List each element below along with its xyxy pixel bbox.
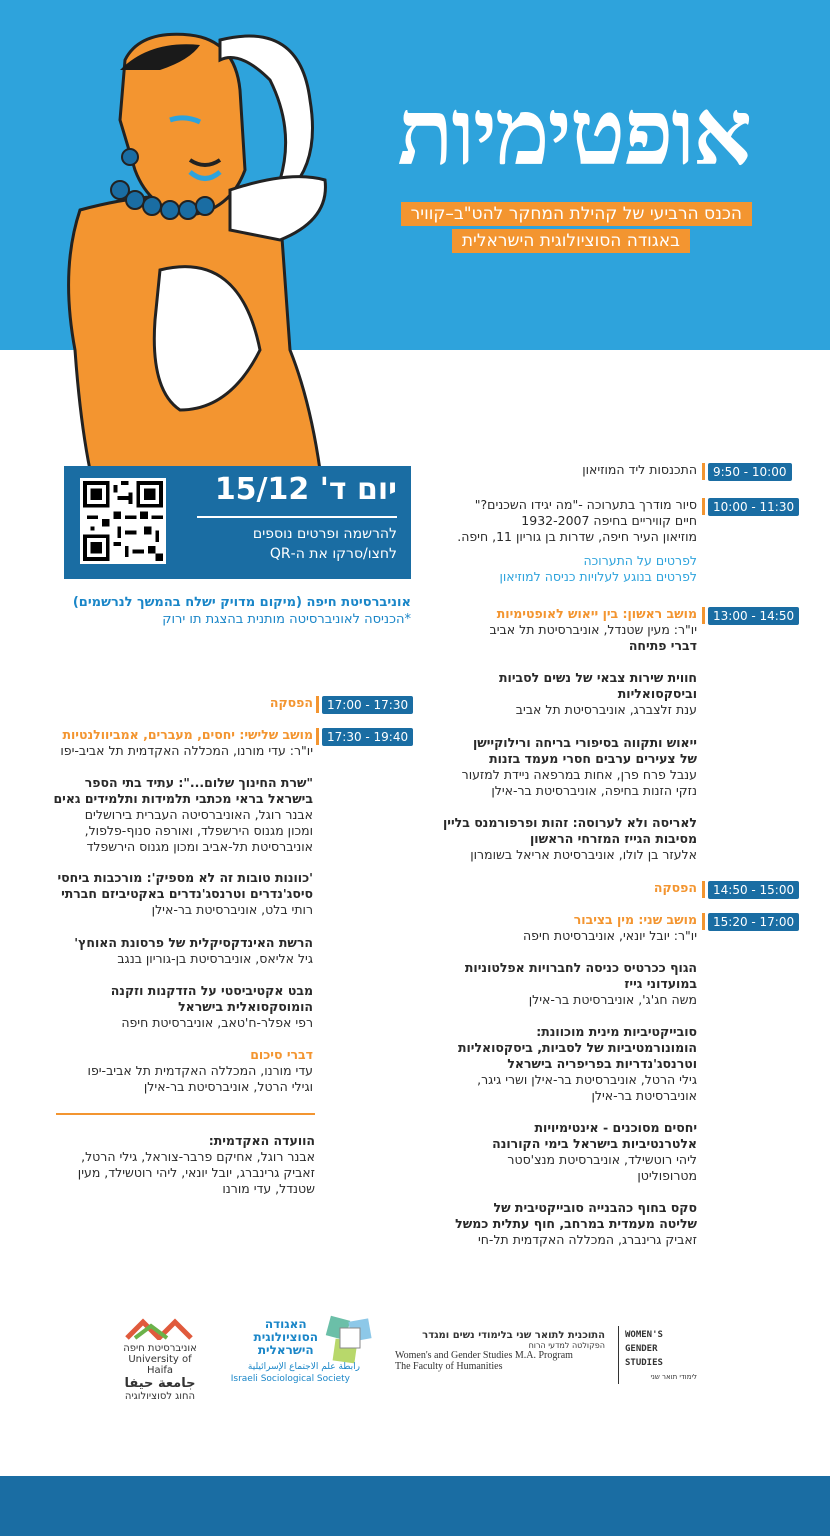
session-block [377,912,697,944]
session-block [377,880,697,896]
subtitle-line-2: באגודה הסוציולוגית הישראלית [452,229,690,253]
time-marker [702,607,705,624]
illustration-figure [40,20,350,470]
page-title: אופטימיות [397,78,750,186]
event-day: יום ד' 15/12 [214,472,397,507]
wgs-mark-line: GENDER [625,1344,658,1354]
session-line: סובייקטיביות מינית מוכוונת: [536,1024,697,1039]
session-block [377,497,697,585]
session-line: מושב שני: מין בציבור [573,912,697,927]
session-line: וגילי הרטל, אוניברסיטת בר-אילן [143,1079,313,1094]
subtitle-line-1: הכנס הרביעי של קהילת המחקר להט"ב–קוויר [401,202,752,226]
time-slot: 13:00 - 14:50 [708,607,799,625]
session-block [377,462,697,478]
session-line: זאביק גרינברג, המכללה האקדמית תל-חי [477,1232,697,1247]
haifa-dept: החוג לסוציולוגיה [124,1391,196,1402]
session-line: רפי אפלר-ח'טאב, אוניברסיטת חיפה [121,1015,313,1030]
session-line: חיים קוויריים בחיפה 1932-2007 [521,513,697,528]
divider [618,1326,619,1384]
session-line: ומכון מגנוס הירשפלד, ואורפה סנוף-פלפול, [84,823,313,838]
session-line: אוניברסיטת תל-אביב ומכון מגנוס הירשפלד [86,839,313,854]
session-line: ליהי רוטשילד, אוניברסיטת מנצ'סטר [507,1152,697,1167]
session-line: יו"ר: יובל יונאי, אוניברסיטת חיפה [523,928,697,943]
session-line: אלטרנטיביות בישראל בימי הקורונה [492,1136,697,1151]
session-line: הומונורמטיביות של לסביות, ביסקסואליות [457,1040,697,1055]
wgs-mark-line: STUDIES [625,1358,663,1368]
registration-line-2: לחצו/סרקו את ה-QR [269,546,397,562]
session-line: מושב ראשון: בין ייאוש לאופטימיות [496,606,697,621]
iss-name-he-2: הסוציולוגית [253,1330,318,1344]
session-line: "שרת החינוך שלום...": עתיד בתי הספר [84,775,313,790]
session-line: מטרופוליטן [637,1168,697,1183]
haifa-logo-icon [125,1318,195,1340]
session-line: ענת זלצברג, אוניברסיטת תל אביב [515,702,697,717]
session-line: דברי סיכום [250,1047,313,1062]
haifa-name-he: אוניברסיטת חיפה [123,1343,197,1354]
committee-block [0,1133,315,1197]
haifa-name-en: University of Haifa [128,1354,192,1376]
divider [56,1113,315,1115]
time-slot: 17:30 - 19:40 [322,728,413,746]
registration-box[interactable] [64,466,411,579]
session-block [377,735,697,799]
sponsor-logos [120,1318,700,1400]
time-marker [316,728,319,745]
session-line: מוזיאון העיר חיפה, שדרות בן גוריון 11, חיפה. [457,529,697,544]
time-slot: 9:50 - 10:00 [708,463,792,481]
session-line: ייאוש ותקווה בסיפורי בריחה ורילוקיישן [472,735,697,750]
session-line: ענבל פרח פרן, אחות במרפאה ניידת למזעור [461,767,697,782]
session-line: מושב שלישי: יחסים, מעברים, אמביוולנטיות [62,727,313,742]
session-line: גיל אליאס, אוניברסיטת בן-גוריון בנגב [117,951,313,966]
time-slot: 15:20 - 17:00 [708,913,799,931]
session-line: מבט אקטיביסטי על הזדקנות וזקנה [110,983,313,998]
session-line: משה חג'ג', אוניברסיטת בר-אילן [528,992,697,1007]
session-block [0,935,313,967]
session-line: של צעירים ערבים חסרי מעמד בזנות [489,751,697,766]
time-marker [316,696,319,713]
session-line: גילי הרטל, אוניברסיטת בר-אילן ושרי גיגר, [477,1072,697,1087]
session-line: לאריסה ולא לערוסה: זהות ופרפורמנס בליין [443,815,697,830]
wgs-mark-line: WOMEN'S [625,1330,663,1340]
wgs-faculty-en: The Faculty of Humanities [395,1361,503,1372]
session-line: הפסקה [269,695,313,710]
session-block [0,870,313,918]
session-line: הרשת האינדקסיקלית של פרסונת האוחץ' [74,935,313,950]
time-marker [702,881,705,898]
footer-bar [0,1476,830,1536]
wgs-program-he: התוכנית לתואר שני בלימודי נשים ומגדר [422,1330,605,1341]
session-line: התכנסות ליד המוזיאון [582,462,697,477]
haifa-logo [120,1318,200,1402]
qr-code-icon[interactable] [80,478,166,564]
session-line: סיסג'נדרים וטרנסג'נדרים באקטיביזם חברתי [61,886,313,901]
iss-logo-icon [320,1310,380,1370]
wgs-mark-logo [625,1328,697,1384]
info-link[interactable]: לפרטים בנוגע לעלויות כניסה למוזיאון [499,569,697,584]
session-block [0,695,313,711]
committee-line: אבנר רוגל, אחיקם פרבר-צוראל, גילי הרטל, [81,1149,315,1164]
committee-title: הוועדה האקדמית: [208,1133,315,1148]
session-line: רותי בלט, אוניברסיטת בר-אילן [151,902,313,917]
session-line: יו"ר: מעין שטנדל, אוניברסיטת תל אביב [489,622,697,637]
session-block [0,983,313,1031]
session-line: וטרנסג'נדריות בפריפריה בישראל [507,1056,697,1071]
session-block [0,727,313,759]
session-block [0,775,313,855]
registration-line-1: להרשמה ופרטים נוספים [252,526,397,542]
info-link[interactable]: לפרטים על התערוכה [583,553,697,568]
time-marker [702,463,705,480]
session-block [377,670,697,718]
session-block [377,815,697,863]
session-line: וביסקסואליות [617,686,697,701]
session-block [0,1047,313,1095]
location-text: אוניברסיטת חיפה (מיקום מדויק ישלח בהמשך לנרשמים) [72,595,411,610]
session-line: מסיבות הגייז המזרחי הראשון [530,831,697,846]
time-marker [702,913,705,930]
session-block [377,1120,697,1184]
committee-line: שטנדל, עדי מורנו [222,1181,315,1196]
session-line: שליטה מעמדית במרחב, חוף עתלית כמשל [455,1216,697,1231]
session-line: הפסקה [653,880,697,895]
wgs-faculty-he: הפקולטה למדעי הרוח [528,1341,605,1350]
iss-name-en: Israeli Sociological Society [230,1374,350,1384]
committee-line: זאביק גרינברג, יובל יונאי, ליהי רוטשילד, מעין [77,1165,315,1180]
session-line: אוניברסיטת בר-אילן [591,1088,697,1103]
session-line: בישראל בראי מכתבי תלמידות ותלמידים גאים [53,791,313,806]
session-line: אלעזר בן לולו, אוניברסיטת אריאל בשומרון [470,847,697,862]
time-slot: 17:00 - 17:30 [322,696,413,714]
time-slot: 10:00 - 11:30 [708,498,799,516]
entry-note: *הכניסה לאוניברסיטה מותנית בהצגת תו ירוק [162,612,411,627]
session-line: יחסים מסוכנים - אינטימיויות [534,1120,697,1135]
wgs-program-logo [395,1330,605,1372]
session-line: אבנר רוגל, האוניברסיטה העברית בירושלים [84,807,313,822]
iss-logo [230,1310,380,1390]
time-marker [702,498,705,515]
session-line: סקס בחוף כהבנייה סובייקטיבית של [493,1200,697,1215]
session-block [377,960,697,1008]
session-line [377,545,697,553]
iss-name-he-1: האגודה [264,1317,307,1331]
session-line: עדי מורנו, המכללה האקדמית תל אביב-יפו [87,1063,313,1078]
session-line: סיור מודרך בתערוכה -"מה יגידו השכנים?" [474,497,697,512]
session-line: יו"ר: עדי מורנו, המכללה האקדמית תל אביב-יפו [60,743,313,758]
session-line: הגוף ככרטיס כניסה לחברויות אפלטוניות [464,960,697,975]
wgs-mark-sub: לימודי תואר שני [650,1373,697,1381]
divider [197,516,397,518]
session-block [377,1024,697,1104]
session-line: חווית שירות צבאי של נשים לסביות [499,670,697,685]
session-line: במועדוני גייז [624,976,697,991]
session-block [377,1200,697,1248]
session-line: דברי פתיחה [628,638,697,653]
session-line: 'כוונות טובות זה לא מספיק': מורכבות ביחסי [57,870,313,885]
wgs-program-en: Women's and Gender Studies M.A. Program [395,1350,573,1361]
session-block [377,606,697,654]
iss-name-he-3: הישראלית [257,1343,314,1357]
time-slot: 14:50 - 15:00 [708,881,799,899]
session-line: הומוסקסואלית בישראל [178,999,313,1014]
iss-name-ar: رابطة علم الاجتماع الإسرائيلية [247,1362,360,1372]
session-line: נזקי הזנות בחיפה, אוניברסיטת בר-אילן [491,783,697,798]
haifa-name-ar: جامعة حيفا [124,1376,196,1391]
